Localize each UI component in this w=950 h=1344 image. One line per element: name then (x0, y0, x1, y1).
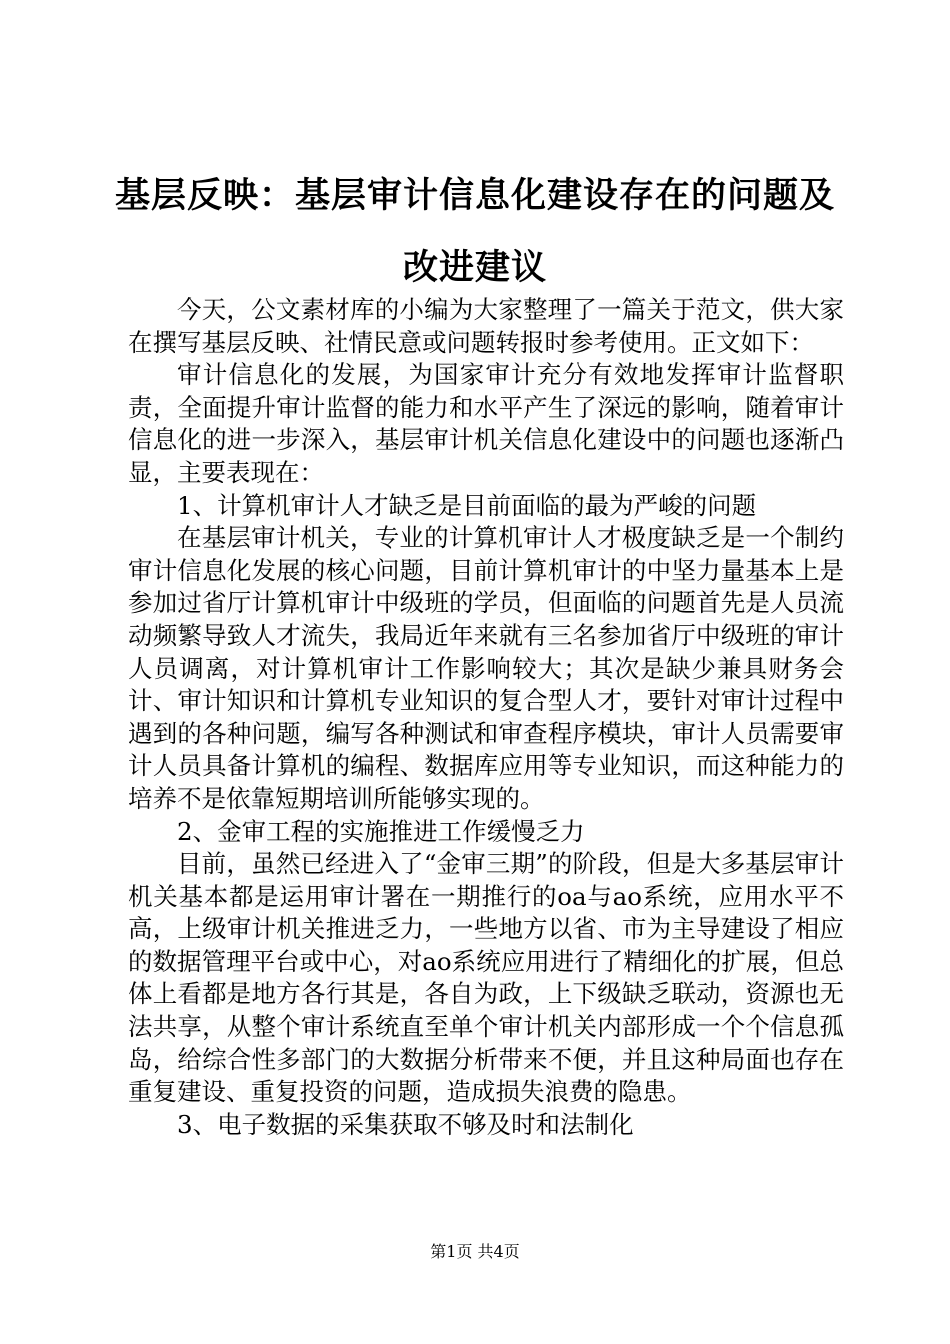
document-body (128, 294, 844, 1141)
body-paragraph: 目前，虽然已经进入了“金审三期”的阶段，但是大多基层审计机关基本都是运用审计署在一期推行的oa与ao系统，应用水平不高，上级审计机关推进乏力，一些地方以省、市为主导建设了相应的数据管理平台或中心，对ao系统应用进行了精细化的扩展，但总体上看都是地方各行其是，各自为政，上下级缺乏联动，资源也无法共享，从整个审计系统直至单个审计机关内部形成一个个信息孤岛，给综合性多部门的大数据分析带来不便，并且这种局面也存在重复建设、重复投资的问题，造成损失浪费的隐患。 (128, 849, 844, 1107)
body-paragraph: 审计信息化的发展，为国家审计充分有效地发挥审计监督职责，全面提升审计监督的能力和水平产生了深远的影响，随着审计信息化的进一步深入，基层审计机关信息化建设中的问题也逐渐凸显，主要表现在： (128, 360, 844, 487)
section-heading: 3、电子数据的采集获取不够及时和法制化 (177, 1109, 634, 1139)
body-paragraph: 在基层审计机关，专业的计算机审计人才极度缺乏是一个制约审计信息化发展的核心问题，目前计算机审计的中坚力量基本上是参加过省厅计算机审计中级班的学员，但面临的问题首先是人员流动频繁导致人才流失，我局近年来就有三名参加省厅中级班的审计人员调离，对计算机审计工作影响较大；其次是缺少兼具财务会计、审计知识和计算机专业知识的复合型人才，要针对审计过程中遇到的各种问题，编写各种测试和审查程序模块，审计人员需要审计人员具备计算机的编程、数据库应用等专业知识，而这种能力的培养不是依靠短期培训所能够实现的。 (128, 523, 844, 813)
page-title: 基层反映：基层审计信息化建设存在的问题及改进建议 (114, 176, 835, 288)
intro-paragraph: 今天，公文素材库的小编为大家整理了一篇关于范文，供大家在撰写基层反映、社情民意或问题转报时参考使用。正文如下： (128, 295, 844, 357)
page-footer: 第1页 共4页 (430, 1242, 520, 1261)
section-heading: 2、金审工程的实施推进工作缓慢乏力 (177, 816, 585, 846)
section-heading: 1、计算机审计人才缺乏是目前面临的最为严峻的问题 (177, 490, 757, 520)
